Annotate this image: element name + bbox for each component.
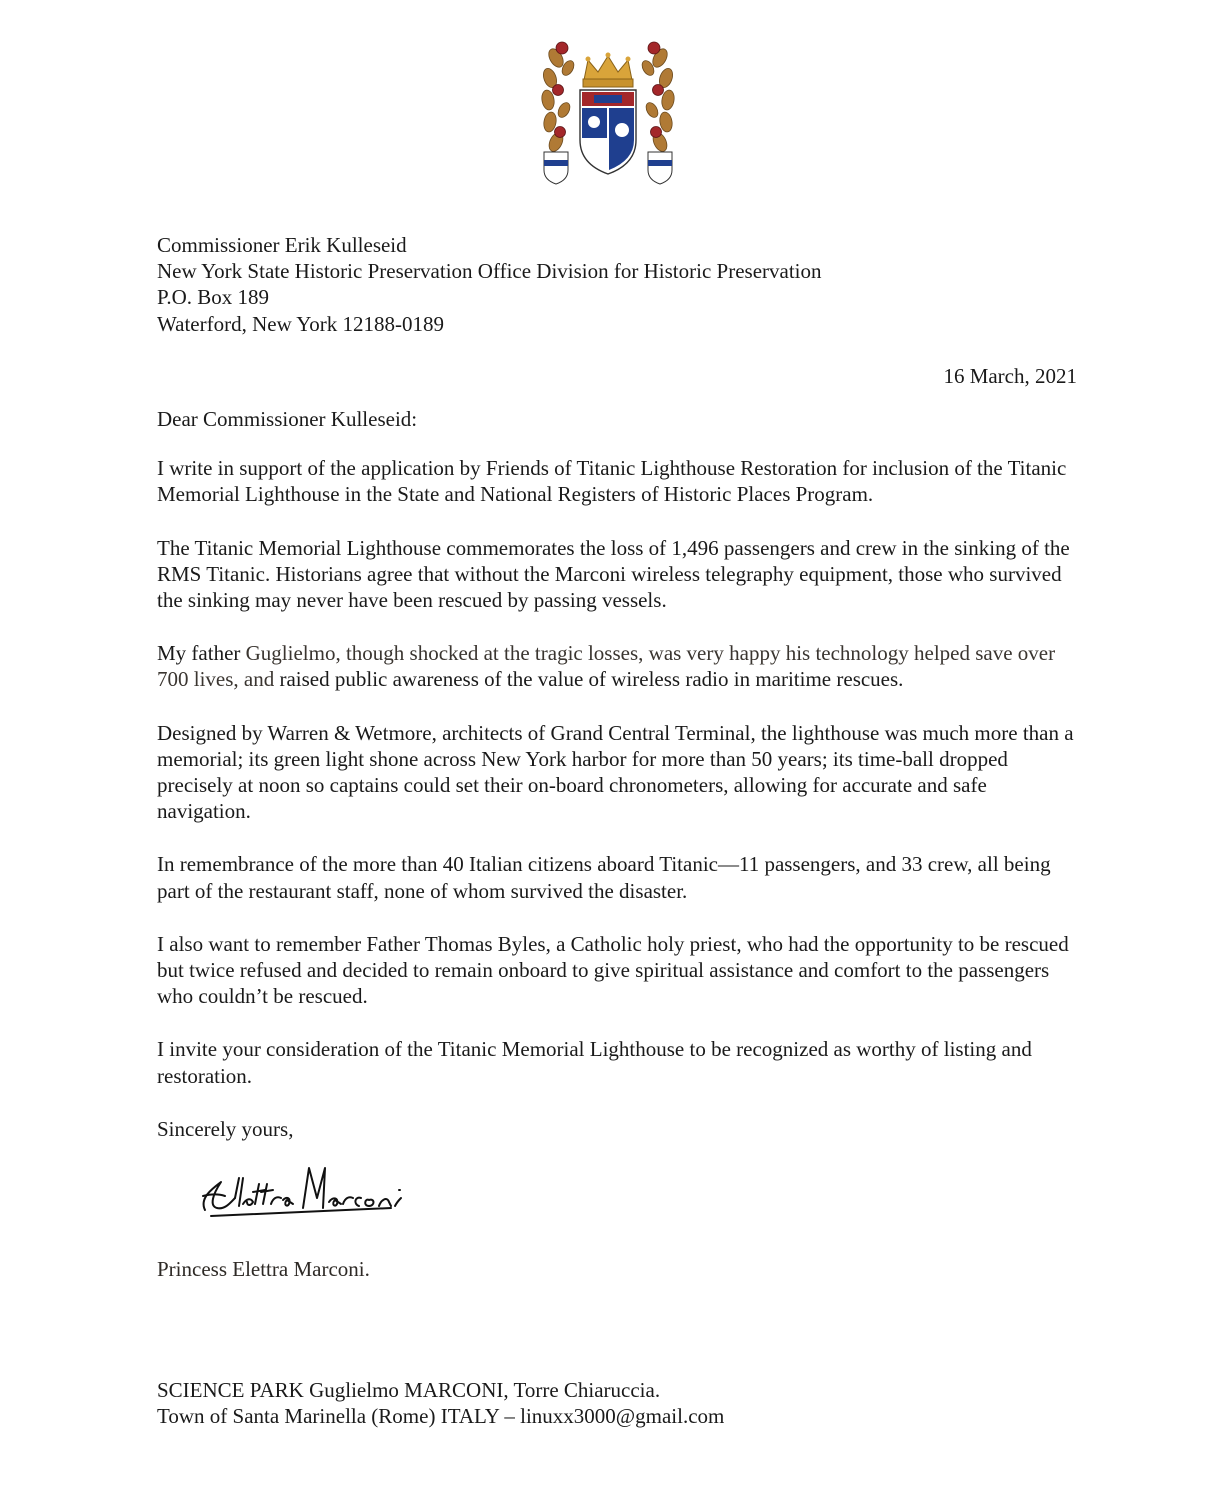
letter-body [157, 232, 1077, 1282]
recipient-box: P.O. Box 189 [157, 285, 270, 310]
coat-of-arms-logo [538, 40, 678, 188]
paragraph-3-start: My father [157, 641, 246, 666]
signer-name: Princess Elettra Marconi. [157, 1257, 370, 1282]
closing: Sincerely yours, [157, 1116, 294, 1141]
crown-icon [583, 53, 633, 88]
letter-date: 16 March, 2021 [943, 363, 1077, 388]
footer-line-2: Town of Santa Marinella (Rome) ITALY – linuxx3000@gmail.com [157, 1404, 725, 1429]
paragraph-7: I invite your consideration of the Titanic Memorial Lighthouse to be recognized as worthy of listing and restoration. [157, 1037, 1032, 1088]
paragraph-5: In remembrance of the more than 40 Italian citizens aboard Titanic—11 passengers, and 33 crew, all being part of the restaurant staff, none of whom survived the disaster. [157, 852, 1051, 903]
recipient-name: Commissioner Erik Kulleseid [157, 233, 407, 257]
paragraph-3-highlight: Guglielmo, though shocked at the tragic losses, was very happy his technology helped save over 700 lives, and [157, 641, 1056, 692]
paragraph-3 [157, 640, 1077, 692]
shield-icon [580, 90, 636, 174]
paragraph-3-end: raised public awareness of the value of wireless radio in maritime rescues. [274, 667, 904, 692]
paragraph-6: I also want to remember Father Thomas Byles, a Catholic holy priest, who had the opportunity to be rescued but twice refused and decided to remain onboard to give spiritual assistance and comfort to the passengers who couldn’t be rescued. [157, 931, 1069, 1009]
letterhead-footer [157, 1377, 724, 1429]
recipient-office: New York State Historic Preservation Office Division for Historic Preservation [157, 259, 822, 284]
handwritten-signature [191, 1158, 421, 1228]
footer-line-1: SCIENCE PARK Guglielmo MARCONI, Torre Chiaruccia. [157, 1378, 661, 1402]
paragraph-2: The Titanic Memorial Lighthouse commemorates the loss of 1,496 passengers and crew in the sinking of the RMS Titanic. Historians agree that without the Marconi wireless telegraphy equipment, those who survived the sinking may never have been rescued by passing vessels. [157, 535, 1070, 613]
salutation: Dear Commissioner Kulleseid: [157, 407, 418, 432]
recipient-city: Waterford, New York 12188-0189 [157, 311, 445, 336]
recipient-address [157, 232, 1077, 337]
paragraph-1: I write in support of the application by Friends of Titanic Lighthouse Restoration for inclusion of the Titanic Memorial Lighthouse in the State and National Registers of Historic Places Program. [157, 456, 1067, 507]
paragraph-4: Designed by Warren & Wetmore, architects of Grand Central Terminal, the lighthouse was much more than a memorial; its green light shone across New York harbor for more than 50 years; its time-ball dropped precisely at noon so captains could set their on-board chronometers, allowing for accurate and safe navigation. [157, 720, 1074, 824]
